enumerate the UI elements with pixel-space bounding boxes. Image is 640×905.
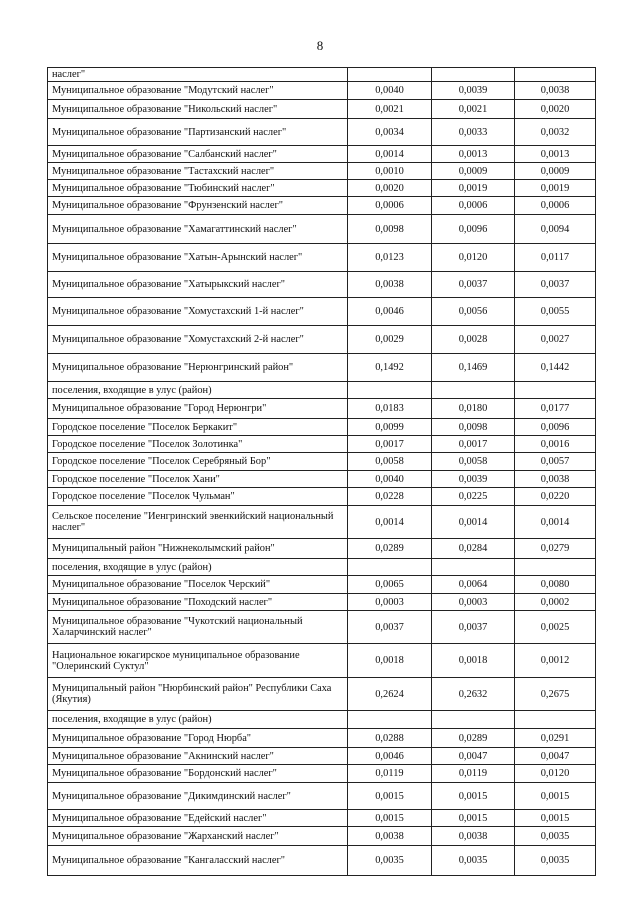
value-cell-1: 0,0020 [348, 180, 432, 197]
value-cell-1: 0,0021 [348, 100, 432, 119]
value-cell-3: 0,0038 [515, 471, 596, 488]
table-row [48, 765, 596, 783]
value-cell-1: 0,0038 [348, 272, 432, 298]
row-name: Муниципальный район "Нижнеколымский район" [48, 539, 348, 559]
value-cell-2: 0,0039 [432, 471, 515, 488]
value-cell-3: 0,0035 [515, 846, 596, 876]
value-cell-1: 0,0010 [348, 163, 432, 180]
value-cell-1: 0,0040 [348, 471, 432, 488]
value-cell-2 [432, 711, 515, 729]
table-row [48, 539, 596, 559]
row-name: Муниципальный район "Нюрбинский район" Республики Саха (Якутия) [48, 678, 348, 711]
row-name: Муниципальное образование "Акнинский наслег" [48, 748, 348, 765]
value-cell-3: 0,0015 [515, 810, 596, 827]
value-cell-2: 0,0019 [432, 180, 515, 197]
value-cell-2: 0,0098 [432, 419, 515, 436]
value-cell-3: 0,0012 [515, 644, 596, 678]
value-cell-2: 0,0119 [432, 765, 515, 783]
value-cell-2: 0,0015 [432, 810, 515, 827]
table-row [48, 748, 596, 765]
value-cell-3: 0,0006 [515, 197, 596, 215]
row-name: Муниципальное образование "Дикимдинский наслег" [48, 783, 348, 810]
value-cell-2 [432, 559, 515, 576]
value-cell-3: 0,0002 [515, 594, 596, 611]
row-name: Муниципальное образование "Жарханский наслег" [48, 827, 348, 846]
row-name: Городское поселение "Поселок Серебряный Бор" [48, 453, 348, 471]
row-name: Муниципальное образование "Город Нерюнгри" [48, 399, 348, 419]
value-cell-1: 0,0017 [348, 436, 432, 453]
value-cell-3: 0,0220 [515, 488, 596, 506]
value-cell-2 [432, 68, 515, 82]
row-name: Сельское поселение "Иенгринский эвенкийский национальный наслег" [48, 506, 348, 539]
value-cell-2: 0,0038 [432, 827, 515, 846]
row-name: Муниципальное образование "Модутский наслег" [48, 82, 348, 100]
value-cell-1: 0,0183 [348, 399, 432, 419]
value-cell-3: 0,0120 [515, 765, 596, 783]
table-row [48, 711, 596, 729]
table-row [48, 488, 596, 506]
row-name: поселения, входящие в улус (район) [48, 711, 348, 729]
row-name: Муниципальное образование "Тюбинский наслег" [48, 180, 348, 197]
value-cell-2 [432, 382, 515, 399]
row-name: Муниципальное образование "Кангаласский наслег" [48, 846, 348, 876]
row-name: Муниципальное образование "Никольский наслег" [48, 100, 348, 119]
table-row [48, 471, 596, 488]
value-cell-2: 0,0018 [432, 644, 515, 678]
value-cell-3: 0,0047 [515, 748, 596, 765]
value-cell-1: 0,0037 [348, 611, 432, 644]
value-cell-2: 0,0064 [432, 576, 515, 594]
row-name: поселения, входящие в улус (район) [48, 559, 348, 576]
value-cell-3: 0,0013 [515, 146, 596, 163]
table-row [48, 678, 596, 711]
row-name: поселения, входящие в улус (район) [48, 382, 348, 399]
table-row [48, 611, 596, 644]
table-row [48, 298, 596, 326]
value-cell-2: 0,2632 [432, 678, 515, 711]
value-cell-2: 0,0014 [432, 506, 515, 539]
row-name: Городское поселение "Поселок Золотинка" [48, 436, 348, 453]
value-cell-1: 0,0040 [348, 82, 432, 100]
value-cell-2: 0,0284 [432, 539, 515, 559]
value-cell-1: 0,0046 [348, 298, 432, 326]
value-cell-2: 0,0015 [432, 783, 515, 810]
table-row [48, 119, 596, 146]
table-row [48, 215, 596, 244]
row-name: наслег" [48, 68, 348, 82]
table-row [48, 419, 596, 436]
table-row [48, 644, 596, 678]
value-cell-3: 0,0035 [515, 827, 596, 846]
value-cell-2: 0,0180 [432, 399, 515, 419]
value-cell-1: 0,0014 [348, 146, 432, 163]
value-cell-2: 0,0039 [432, 82, 515, 100]
value-cell-2: 0,0056 [432, 298, 515, 326]
value-cell-1 [348, 68, 432, 82]
table-row [48, 399, 596, 419]
table-row [48, 272, 596, 298]
value-cell-1: 0,0058 [348, 453, 432, 471]
table-row [48, 382, 596, 399]
value-cell-1: 0,0065 [348, 576, 432, 594]
value-cell-1: 0,0119 [348, 765, 432, 783]
value-cell-3: 0,0015 [515, 783, 596, 810]
value-cell-1: 0,1492 [348, 354, 432, 382]
value-cell-2: 0,0037 [432, 611, 515, 644]
table-row [48, 146, 596, 163]
value-cell-2: 0,0047 [432, 748, 515, 765]
table-row [48, 326, 596, 354]
table-row [48, 453, 596, 471]
value-cell-2: 0,0006 [432, 197, 515, 215]
row-name: Муниципальное образование "Хатырыкский наслег" [48, 272, 348, 298]
value-cell-1: 0,2624 [348, 678, 432, 711]
value-cell-2: 0,0058 [432, 453, 515, 471]
row-name: Городское поселение "Поселок Чульман" [48, 488, 348, 506]
value-cell-3: 0,0027 [515, 326, 596, 354]
value-cell-1: 0,0018 [348, 644, 432, 678]
value-cell-2: 0,0289 [432, 729, 515, 748]
value-cell-2: 0,0037 [432, 272, 515, 298]
value-cell-1: 0,0099 [348, 419, 432, 436]
table-row [48, 729, 596, 748]
value-cell-2: 0,0003 [432, 594, 515, 611]
value-cell-3: 0,0096 [515, 419, 596, 436]
row-name: Муниципальное образование "Едейский наслег" [48, 810, 348, 827]
value-cell-3: 0,0032 [515, 119, 596, 146]
value-cell-3: 0,0279 [515, 539, 596, 559]
table-row [48, 783, 596, 810]
table-row [48, 180, 596, 197]
row-name: Муниципальное образование "Город Нюрба" [48, 729, 348, 748]
value-cell-2: 0,0225 [432, 488, 515, 506]
value-cell-3: 0,0055 [515, 298, 596, 326]
value-cell-2: 0,1469 [432, 354, 515, 382]
value-cell-3: 0,0094 [515, 215, 596, 244]
value-cell-3: 0,0019 [515, 180, 596, 197]
value-cell-1: 0,0038 [348, 827, 432, 846]
value-cell-2: 0,0009 [432, 163, 515, 180]
row-name: Муниципальное образование "Партизанский наслег" [48, 119, 348, 146]
table-row [48, 68, 596, 82]
table-row [48, 354, 596, 382]
table-body [48, 68, 596, 876]
value-cell-2: 0,0096 [432, 215, 515, 244]
row-name: Муниципальное образование "Нерюнгринский район" [48, 354, 348, 382]
value-cell-3 [515, 68, 596, 82]
row-name: Городское поселение "Поселок Хани" [48, 471, 348, 488]
value-cell-3: 0,0291 [515, 729, 596, 748]
row-name: Муниципальное образование "Тастахский наслег" [48, 163, 348, 180]
value-cell-1: 0,0288 [348, 729, 432, 748]
value-cell-2: 0,0013 [432, 146, 515, 163]
row-name: Муниципальное образование "Хомустахский 2-й наслег" [48, 326, 348, 354]
table-row [48, 244, 596, 272]
value-cell-1 [348, 559, 432, 576]
value-cell-3: 0,1442 [515, 354, 596, 382]
value-cell-3: 0,0025 [515, 611, 596, 644]
value-cell-1: 0,0015 [348, 810, 432, 827]
row-name: Муниципальное образование "Походский наслег" [48, 594, 348, 611]
data-table [47, 67, 596, 876]
value-cell-3: 0,0014 [515, 506, 596, 539]
table-row [48, 163, 596, 180]
row-name: Муниципальное образование "Фрунзенский наслег" [48, 197, 348, 215]
value-cell-2: 0,0120 [432, 244, 515, 272]
row-name: Муниципальное образование "Хомустахский 1-й наслег" [48, 298, 348, 326]
row-name: Национальное юкагирское муниципальное образование "Олеринский Суктул" [48, 644, 348, 678]
value-cell-1: 0,0035 [348, 846, 432, 876]
value-cell-3: 0,0037 [515, 272, 596, 298]
value-cell-3 [515, 382, 596, 399]
row-name: Муниципальное образование "Бордонский наслег" [48, 765, 348, 783]
row-name: Муниципальное образование "Салбанский наслег" [48, 146, 348, 163]
value-cell-1: 0,0123 [348, 244, 432, 272]
value-cell-1: 0,0015 [348, 783, 432, 810]
value-cell-3: 0,0080 [515, 576, 596, 594]
value-cell-1: 0,0003 [348, 594, 432, 611]
value-cell-3: 0,0038 [515, 82, 596, 100]
page-number: 8 [316, 38, 324, 53]
value-cell-1: 0,0034 [348, 119, 432, 146]
table-row [48, 197, 596, 215]
value-cell-2: 0,0017 [432, 436, 515, 453]
value-cell-2: 0,0021 [432, 100, 515, 119]
table-row [48, 576, 596, 594]
value-cell-1: 0,0029 [348, 326, 432, 354]
row-name: Муниципальное образование "Чукотский национальный Халарчинский наслег" [48, 611, 348, 644]
value-cell-3: 0,0117 [515, 244, 596, 272]
value-cell-1 [348, 711, 432, 729]
value-cell-3 [515, 559, 596, 576]
table-row [48, 559, 596, 576]
value-cell-3: 0,0057 [515, 453, 596, 471]
value-cell-1: 0,0006 [348, 197, 432, 215]
value-cell-3: 0,2675 [515, 678, 596, 711]
value-cell-1: 0,0014 [348, 506, 432, 539]
table-row [48, 436, 596, 453]
value-cell-3 [515, 711, 596, 729]
table-row [48, 846, 596, 876]
row-name: Муниципальное образование "Хамагаттинский наслег" [48, 215, 348, 244]
value-cell-3: 0,0020 [515, 100, 596, 119]
table-row [48, 506, 596, 539]
row-name: Городское поселение "Поселок Беркакит" [48, 419, 348, 436]
value-cell-1: 0,0098 [348, 215, 432, 244]
value-cell-2: 0,0035 [432, 846, 515, 876]
table-row [48, 594, 596, 611]
value-cell-1: 0,0228 [348, 488, 432, 506]
table-row [48, 100, 596, 119]
row-name: Муниципальное образование "Хатын-Арынский наслег" [48, 244, 348, 272]
value-cell-2: 0,0028 [432, 326, 515, 354]
value-cell-1: 0,0289 [348, 539, 432, 559]
value-cell-3: 0,0009 [515, 163, 596, 180]
row-name: Муниципальное образование "Поселок Черский" [48, 576, 348, 594]
table-row [48, 810, 596, 827]
value-cell-2: 0,0033 [432, 119, 515, 146]
value-cell-1 [348, 382, 432, 399]
value-cell-3: 0,0016 [515, 436, 596, 453]
value-cell-3: 0,0177 [515, 399, 596, 419]
table-row [48, 827, 596, 846]
value-cell-1: 0,0046 [348, 748, 432, 765]
table-row [48, 82, 596, 100]
